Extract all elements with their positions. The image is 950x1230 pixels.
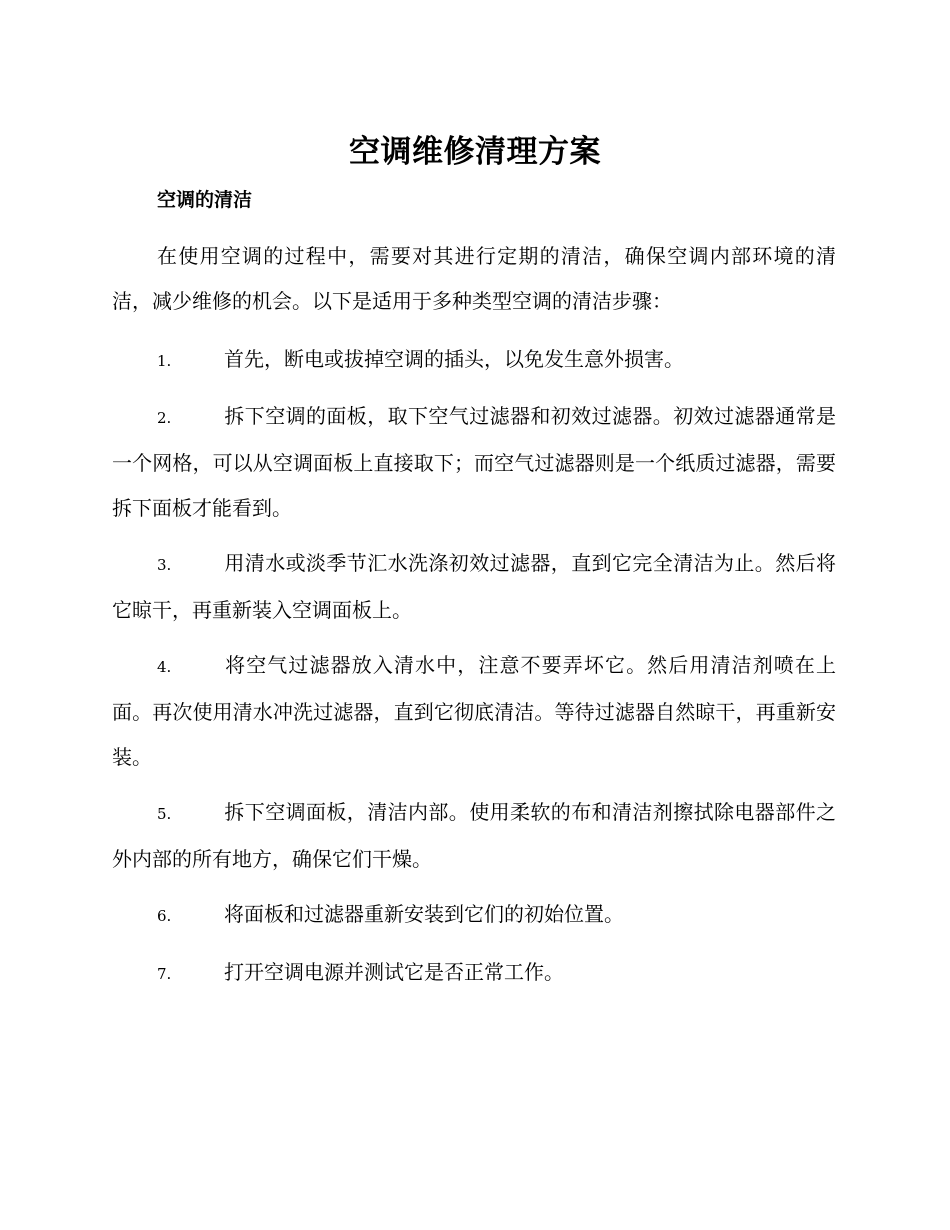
list-item [112, 790, 836, 882]
section-heading: 空调的清洁 [157, 189, 253, 211]
list-item-number: 1. [157, 352, 172, 370]
list-item-text: 拆下空调的面板，取下空气过滤器和初效过滤器。初效过滤器通常是一个网格，可以从空调面板上直接取下；而空气过滤器则是一个纸质过滤器，需要拆下面板才能看到。 [112, 404, 836, 520]
list-item-text: 拆下空调面板，清洁内部。使用柔软的布和清洁剂擦拭除电器部件之外内部的所有地方，确保它们干燥。 [112, 800, 836, 871]
list-item [112, 950, 836, 997]
list-item-text: 将空气过滤器放入清水中，注意不要弄坏它。然后用清洁剂喷在上面。再次使用清水冲洗过滤器，直到它彻底清洁。等待过滤器自然晾干，再重新安装。 [112, 653, 836, 769]
list-item [112, 892, 836, 939]
list-item-text: 打开空调电源并测试它是否正常工作。 [224, 960, 564, 984]
list-item-text: 将面板和过滤器重新安装到它们的初始位置。 [224, 902, 624, 926]
list-item-number: 2. [157, 409, 172, 427]
list-item-number: 5. [157, 805, 172, 823]
intro-paragraph: 在使用空调的过程中，需要对其进行定期的清洁，确保空调内部环境的清洁，减少维修的机会。以下是适用于多种类型空调的清洁步骤： [112, 244, 836, 313]
list-item-number: 6. [157, 907, 172, 925]
document-title: 空调维修清理方案 [349, 134, 601, 170]
list-item [112, 394, 836, 531]
list-item-number: 7. [157, 965, 172, 983]
list-item-number: 4. [157, 658, 172, 676]
list-item [112, 337, 836, 384]
list-item [112, 643, 836, 780]
list-item-text: 用清水或淡季节汇水洗涤初效过滤器，直到它完全清洁为止。然后将它晾干，再重新装入空调面板上。 [112, 551, 836, 622]
list-item-number: 3. [157, 556, 172, 574]
list-item [112, 541, 836, 633]
list-item-text: 首先，断电或拔掉空调的插头，以免发生意外损害。 [224, 347, 684, 371]
